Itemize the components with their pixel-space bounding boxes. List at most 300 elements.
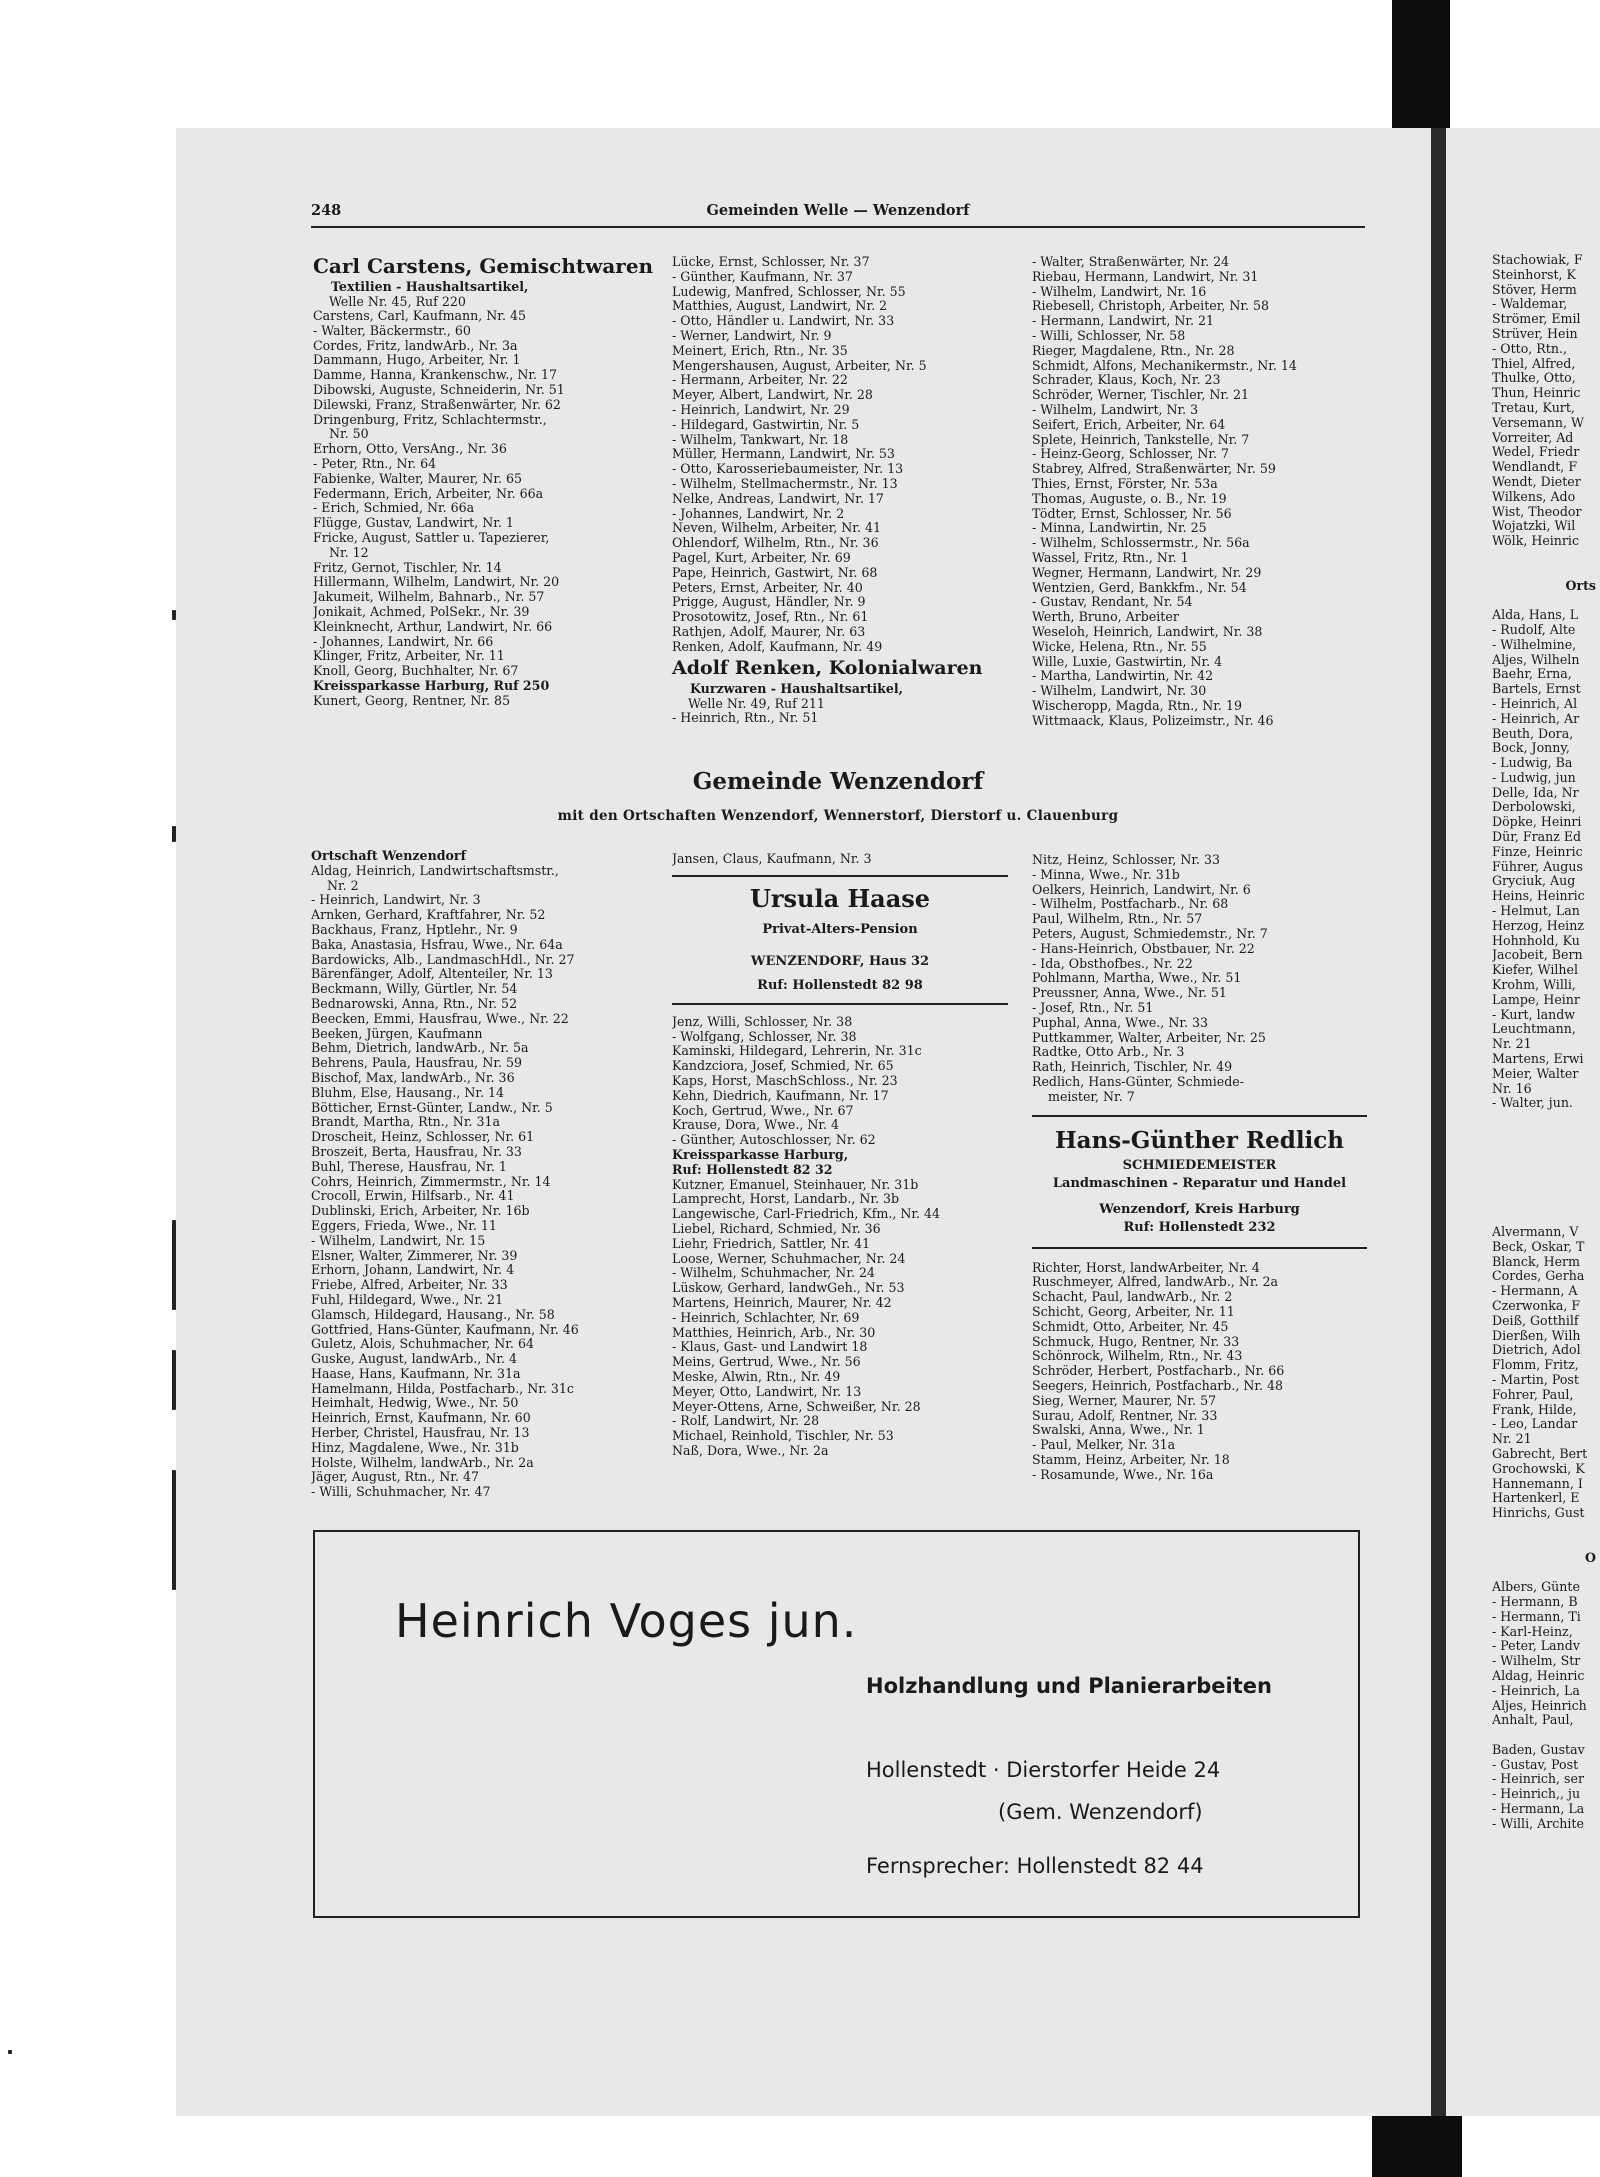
directory-entry: Wassel, Fritz, Rtn., Nr. 1 (1032, 550, 1189, 565)
directory-entry: - Willi, Schuhmacher, Nr. 47 (311, 1485, 491, 1500)
directory-entry: Fabienke, Walter, Maurer, Nr. 65 (313, 471, 522, 486)
business-renken-sub: Kurzwaren - Haushaltsartikel, (690, 680, 904, 696)
directory-entry: - Hermann, A (1492, 1283, 1578, 1299)
directory-entry: Gabrecht, Bert (1492, 1445, 1588, 1461)
directory-entry: meister, Nr. 7 (1048, 1089, 1135, 1104)
directory-entry: Holste, Wilhelm, landwArb., Nr. 2a (311, 1455, 534, 1470)
directory-entry: Paul, Wilhelm, Rtn., Nr. 57 (1032, 912, 1203, 927)
directory-entry: Hinz, Magdalene, Wwe., Nr. 31b (311, 1440, 519, 1455)
ad-haase-address: WENZENDORF, Haus 32 (750, 953, 930, 969)
directory-entry: Meyer, Albert, Landwirt, Nr. 28 (672, 388, 873, 403)
directory-entry: Renken, Adolf, Kaufmann, Nr. 49 (672, 639, 883, 654)
directory-entry: Jäger, August, Rtn., Nr. 47 (311, 1470, 479, 1485)
directory-entry: Bartels, Ernst (1492, 681, 1581, 697)
directory-entry: Stachowiak, F (1492, 253, 1583, 267)
wenzendorf-column-2 (672, 852, 1008, 1459)
directory-entry: Koch, Gertrud, Wwe., Nr. 67 (672, 1103, 854, 1118)
directory-entry: - Heinrich, Schlachter, Nr. 69 (672, 1310, 860, 1325)
directory-entry: Peters, Ernst, Arbeiter, Nr. 40 (672, 580, 863, 595)
directory-entry: Jonikait, Achmed, PolSekr., Nr. 39 (313, 604, 530, 619)
directory-entry: Cordes, Fritz, landwArb., Nr. 3a (313, 338, 518, 353)
directory-entry: Ruf: Hollenstedt 82 32 (672, 1162, 833, 1177)
directory-entry: Martens, Heinrich, Maurer, Nr. 42 (672, 1295, 892, 1310)
directory-entry: - Helmut, Lan (1492, 903, 1580, 919)
directory-entry: Bärenfänger, Adolf, Altenteiler, Nr. 13 (311, 967, 553, 982)
next-page-column-lower (1492, 1225, 1600, 1832)
directory-entry: Dammann, Hugo, Arbeiter, Nr. 1 (313, 353, 521, 368)
directory-entry: Nr. 21 (1492, 1431, 1532, 1447)
directory-entry: Schmidt, Alfons, Mechanikermstr., Nr. 14 (1032, 358, 1297, 373)
directory-entry: - Werner, Landwirt, Nr. 9 (672, 328, 832, 343)
directory-entry: Rathjen, Adolf, Maurer, Nr. 63 (672, 624, 866, 639)
directory-entry: - Heinrich,, ju (1492, 1786, 1581, 1802)
directory-entry: - Peter, Rtn., Nr. 64 (313, 456, 437, 471)
ad-haase-name: Ursula Haase (749, 883, 931, 913)
directory-entry: Schrader, Klaus, Koch, Nr. 23 (1032, 373, 1221, 388)
directory-entry: - Wilhelmine, (1492, 636, 1577, 652)
directory-entry: - Minna, Wwe., Nr. 31b (1032, 867, 1180, 882)
page-right-partial (1446, 128, 1600, 2116)
directory-entry: Jakumeit, Wilhelm, Bahnarb., Nr. 57 (313, 590, 545, 605)
directory-entry: Meyer-Ottens, Arne, Schweißer, Nr. 28 (672, 1399, 921, 1414)
directory-entry: - Heinrich, Landwirt, Nr. 3 (311, 893, 481, 908)
running-header (311, 200, 1365, 222)
directory-entry: Kiefer, Wilhel (1492, 962, 1579, 978)
directory-entry: - Rosamunde, Wwe., Nr. 16a (1032, 1467, 1214, 1482)
directory-entry: Thies, Ernst, Förster, Nr. 53a (1032, 476, 1218, 491)
directory-entry: Anhalt, Paul, (1492, 1712, 1574, 1728)
directory-entry: Naß, Dora, Wwe., Nr. 2a (672, 1443, 829, 1458)
ad-redlich-phone: Ruf: Hollenstedt 232 (1123, 1219, 1276, 1235)
directory-entry: Wilkens, Ado (1492, 488, 1576, 504)
directory-entry: Cordes, Gerha (1492, 1268, 1585, 1284)
directory-entry: Puttkammer, Walter, Arbeiter, Nr. 25 (1032, 1030, 1266, 1045)
directory-entry: - Otto, Händler u. Landwirt, Nr. 33 (672, 314, 895, 329)
directory-entry: - Hermann, Landwirt, Nr. 21 (1032, 314, 1215, 329)
directory-entry: - Rolf, Landwirt, Nr. 28 (672, 1414, 820, 1429)
ad-voges-municipality: (Gem. Wenzendorf) (998, 1800, 1203, 1824)
directory-entry: Fritz, Gernot, Tischler, Nr. 14 (313, 560, 502, 575)
running-title: Gemeinden Welle — Wenzendorf (706, 202, 970, 219)
directory-entry: Behrens, Paula, Hausfrau, Nr. 59 (311, 1056, 522, 1071)
directory-entry: Hartenkerl, E (1492, 1490, 1580, 1506)
directory-entry: Elsner, Walter, Zimmerer, Nr. 39 (311, 1248, 518, 1263)
directory-entry: Federmann, Erich, Arbeiter, Nr. 66a (313, 486, 544, 501)
directory-entry: Ortschaft Wenzendorf (311, 849, 466, 863)
directory-entry: Surau, Adolf, Rentner, Nr. 33 (1032, 1408, 1218, 1423)
ad-rule (1032, 1115, 1367, 1117)
directory-entry: - Martin, Post (1492, 1371, 1579, 1387)
directory-entry: - Wilhelm, Schlossermstr., Nr. 56a (1032, 536, 1250, 551)
directory-entry: Ruschmeyer, Alfred, landwArb., Nr. 2a (1032, 1275, 1279, 1290)
ad-haase-phone: Ruf: Hollenstedt 82 98 (757, 977, 923, 993)
ad-voges-phone: Fernsprecher: Hollenstedt 82 44 (866, 1854, 1204, 1878)
ad-rule (1032, 1247, 1367, 1249)
directory-entry: Baehr, Erna, (1492, 666, 1572, 682)
directory-entry: Kehn, Diedrich, Kaufmann, Nr. 17 (672, 1088, 889, 1103)
directory-entry: Swalski, Anna, Wwe., Nr. 1 (1032, 1423, 1205, 1438)
section-title: Gemeinde Wenzendorf (692, 768, 984, 795)
margin-speck (8, 2050, 12, 2054)
directory-entry: - Heinrich, Ar (1492, 710, 1580, 726)
directory-entry: Albers, Günte (1492, 1579, 1580, 1595)
directory-entry: - Wilhelm, Landwirt, Nr. 16 (1032, 284, 1207, 299)
directory-entry: Glamsch, Hildegard, Hausang., Nr. 58 (311, 1307, 555, 1322)
directory-entry: Wedel, Friedr (1492, 444, 1580, 460)
directory-entry: Hamelmann, Hilda, Postfacharb., Nr. 31c (311, 1381, 574, 1396)
directory-entry: - Hildegard, Gastwirtin, Nr. 5 (672, 417, 860, 432)
directory-entry: Flügge, Gustav, Landwirt, Nr. 1 (313, 516, 514, 531)
directory-entry: Kreissparkasse Harburg, Ruf 250 (313, 678, 550, 693)
directory-entry: - Johannes, Landwirt, Nr. 2 (672, 506, 845, 521)
directory-entry: Splete, Heinrich, Tankstelle, Nr. 7 (1032, 432, 1250, 447)
directory-entry: Pagel, Kurt, Arbeiter, Nr. 69 (672, 550, 851, 565)
directory-entry: Klinger, Fritz, Arbeiter, Nr. 11 (313, 649, 505, 664)
directory-entry: Seegers, Heinrich, Postfacharb., Nr. 48 (1032, 1378, 1284, 1393)
directory-entry: Meins, Gertrud, Wwe., Nr. 56 (672, 1355, 861, 1370)
directory-entry: - Willi, Schlosser, Nr. 58 (1032, 328, 1186, 343)
directory-entry: - Wilhelm, Tankwart, Nr. 18 (672, 432, 849, 447)
directory-entry: Rieger, Magdalene, Rtn., Nr. 28 (1032, 343, 1235, 358)
directory-entry: Weseloh, Heinrich, Landwirt, Nr. 38 (1032, 624, 1263, 639)
directory-entry: Schröder, Werner, Tischler, Nr. 21 (1032, 388, 1250, 403)
directory-entry: Kreissparkasse Harburg, (672, 1147, 849, 1162)
directory-entry: Beckmann, Willy, Gürtler, Nr. 54 (311, 982, 518, 997)
directory-entry: Hohnhold, Ku (1492, 932, 1580, 948)
ad-redlich-trade: SCHMIEDEMEISTER (1122, 1157, 1277, 1173)
directory-entry: Guske, August, landwArb., Nr. 4 (311, 1352, 517, 1367)
directory-entry: Thun, Heinric (1492, 385, 1581, 401)
directory-entry: Lampe, Heinr (1492, 991, 1580, 1007)
directory-entry: Thomas, Auguste, o. B., Nr. 19 (1032, 491, 1227, 506)
directory-entry: Carstens, Carl, Kaufmann, Nr. 45 (313, 309, 526, 323)
directory-entry: - Hermann, Arbeiter, Nr. 22 (672, 373, 848, 388)
directory-entry: Matthies, Heinrich, Arb., Nr. 30 (672, 1325, 876, 1340)
directory-entry: Wille, Luxie, Gastwirtin, Nr. 4 (1032, 654, 1223, 669)
directory-entry: Friebe, Alfred, Arbeiter, Nr. 33 (311, 1278, 508, 1293)
directory-entry: Riebau, Hermann, Landwirt, Nr. 31 (1032, 269, 1259, 284)
directory-entry: Droscheit, Heinz, Schlosser, Nr. 61 (311, 1130, 535, 1145)
ad-voges-address: Hollenstedt · Dierstorfer Heide 24 (866, 1758, 1221, 1782)
directory-entry: Aldag, Heinrich, Landwirtschaftsmstr., (311, 863, 559, 878)
directory-entry: - Wilhelm, Postfacharb., Nr. 68 (1032, 897, 1229, 912)
directory-entry: Nr. 2 (327, 878, 359, 893)
directory-entry: Werth, Bruno, Arbeiter (1032, 610, 1179, 625)
directory-entry: - Minna, Landwirtin, Nr. 25 (1032, 521, 1207, 536)
directory-entry: - Otto, Karosseriebaumeister, Nr. 13 (672, 462, 904, 477)
directory-entry: Gryciuk, Aug (1492, 873, 1576, 889)
directory-entry: Dibowski, Auguste, Schneiderin, Nr. 51 (313, 382, 565, 397)
ad-redlich-name: Hans-Günther Redlich (1054, 1126, 1345, 1154)
directory-entry: - Wolfgang, Schlosser, Nr. 38 (672, 1029, 857, 1044)
directory-entry: Beeken, Jürgen, Kaufmann (311, 1026, 483, 1041)
directory-entry: - Karl-Heinz, (1492, 1623, 1573, 1639)
directory-entry: Schmidt, Otto, Arbeiter, Nr. 45 (1032, 1319, 1229, 1334)
directory-entry: Guletz, Alois, Schuhmacher, Nr. 64 (311, 1337, 534, 1352)
ad-redlich-address: Wenzendorf, Kreis Harburg (1099, 1201, 1300, 1217)
wenzendorf-column-1 (311, 849, 661, 1500)
directory-entry: Steinhorst, K (1492, 266, 1576, 282)
directory-entry: Dublinski, Erich, Arbeiter, Nr. 16b (311, 1204, 530, 1219)
directory-entry: Riebesell, Christoph, Arbeiter, Nr. 58 (1032, 299, 1270, 314)
directory-entry: Dringenburg, Fritz, Schlachtermstr., (313, 412, 547, 427)
directory-entry: Kaps, Horst, MaschSchloss., Nr. 23 (672, 1073, 898, 1088)
welle-column-2 (672, 255, 1012, 725)
section-subtitle: mit den Ortschaften Wenzendorf, Wennerstorf, Dierstorf u. Clauenburg (557, 808, 1119, 824)
directory-entry: Lüskow, Gerhard, landwGeh., Nr. 53 (672, 1281, 905, 1296)
directory-entry: Schmuck, Hugo, Rentner, Nr. 33 (1032, 1334, 1240, 1349)
directory-entry: Pape, Heinrich, Gastwirt, Nr. 68 (672, 565, 878, 580)
business-carstens-name: Carl Carstens, Gemischtwaren (313, 254, 654, 278)
directory-entry: Knoll, Georg, Buchhalter, Nr. 67 (313, 664, 519, 679)
directory-entry: Aljes, Heinrich (1492, 1697, 1587, 1713)
directory-entry: Buhl, Therese, Hausfrau, Nr. 1 (311, 1159, 507, 1174)
directory-entry: Brandt, Martha, Rtn., Nr. 31a (311, 1115, 500, 1130)
directory-entry: Haase, Hans, Kaufmann, Nr. 31a (311, 1366, 521, 1381)
directory-entry: Schacht, Paul, landwArb., Nr. 2 (1032, 1290, 1233, 1305)
directory-entry: Baden, Gustav (1492, 1741, 1585, 1757)
directory-entry: Seifert, Erich, Arbeiter, Nr. 64 (1032, 417, 1226, 432)
directory-entry: Vorreiter, Ad (1492, 429, 1574, 445)
directory-entry: - Wilhelm, Schuhmacher, Nr. 24 (672, 1266, 875, 1281)
directory-entry: Jacobeit, Bern (1492, 947, 1583, 963)
directory-entry: Broszeit, Berta, Hausfrau, Nr. 33 (311, 1144, 522, 1159)
directory-entry: Herber, Christel, Hausfrau, Nr. 13 (311, 1426, 530, 1441)
directory-entry: Erhorn, Johann, Landwirt, Nr. 4 (311, 1263, 515, 1278)
directory-entry: Schröder, Herbert, Postfacharb., Nr. 66 (1032, 1364, 1285, 1379)
business-renken-name: Adolf Renken, Kolonialwaren (672, 656, 983, 679)
directory-entry: Herzog, Heinz (1492, 917, 1584, 933)
directory-entry: Peters, August, Schmiedemstr., Nr. 7 (1032, 926, 1268, 941)
directory-entry: Bischof, Max, landwArb., Nr. 36 (311, 1070, 515, 1085)
directory-entry: Fohrer, Paul, (1492, 1386, 1574, 1402)
directory-entry: Pohlmann, Martha, Wwe., Nr. 51 (1032, 971, 1242, 986)
directory-entry: Redlich, Hans-Günter, Schmiede- (1032, 1074, 1244, 1089)
directory-entry: Stöver, Herm (1492, 281, 1577, 297)
directory-entry: Czerwonka, F (1492, 1297, 1581, 1313)
directory-entry: - Willi, Archite (1492, 1815, 1584, 1831)
directory-entry: Schönrock, Wilhelm, Rtn., Nr. 43 (1032, 1349, 1243, 1364)
directory-entry: Kutzner, Emanuel, Steinhauer, Nr. 31b (672, 1177, 919, 1192)
directory-entry: Krohm, Willi, (1492, 977, 1576, 993)
directory-entry: - Leo, Landar (1492, 1416, 1578, 1432)
directory-entry: Matthies, August, Landwirt, Nr. 2 (672, 299, 888, 314)
directory-entry: Delle, Ida, Nr (1492, 784, 1579, 800)
directory-entry: Wicke, Helena, Rtn., Nr. 55 (1032, 639, 1207, 654)
directory-entry: Versemann, W (1492, 414, 1584, 430)
directory-entry: Prigge, August, Händler, Nr. 9 (672, 595, 866, 610)
directory-entry: Blanck, Herm (1492, 1253, 1580, 1269)
ad-redlich-services: Landmaschinen - Reparatur und Handel (1052, 1175, 1347, 1191)
directory-entry: Hinrichs, Gust (1492, 1505, 1585, 1521)
page-number: 248 (311, 202, 342, 219)
directory-entry: Beck, Oskar, T (1492, 1238, 1585, 1254)
directory-entry: - Günther, Kaufmann, Nr. 37 (672, 269, 853, 284)
wenzendorf-column-3 (1032, 853, 1367, 1483)
directory-entry: Richter, Horst, landwArbeiter, Nr. 4 (1032, 1260, 1260, 1275)
directory-entry: Crocoll, Erwin, Hilfsarb., Nr. 41 (311, 1189, 515, 1204)
welle-column-1 (313, 253, 658, 709)
directory-entry: Gottfried, Hans-Günter, Kaufmann, Nr. 46 (311, 1322, 579, 1337)
directory-entry: Führer, Augus (1492, 858, 1583, 874)
directory-entry: Tretau, Kurt, (1492, 399, 1575, 415)
directory-entry: Beecken, Emmi, Hausfrau, Wwe., Nr. 22 (311, 1011, 569, 1026)
directory-entry: Nr. 12 (329, 545, 369, 560)
directory-entry: Stabrey, Alfred, Straßenwärter, Nr. 59 (1032, 462, 1276, 477)
directory-entry: Wittmaack, Klaus, Polizeimstr., Nr. 46 (1032, 713, 1274, 728)
directory-entry: Frank, Hilde, (1492, 1401, 1577, 1417)
directory-entry: Heins, Heinric (1492, 888, 1585, 904)
directory-entry: - Heinrich, Landwirt, Nr. 29 (672, 402, 850, 417)
directory-entry: Lamprecht, Horst, Landarb., Nr. 3b (672, 1192, 900, 1207)
directory-entry: Bock, Jonny, (1492, 740, 1570, 756)
directory-entry: - Peter, Landv (1492, 1638, 1580, 1654)
directory-entry: - Ludwig, jun (1492, 769, 1576, 785)
directory-entry: Jansen, Claus, Kaufmann, Nr. 3 (672, 852, 872, 866)
directory-entry: Wentzien, Gerd, Bankkfm., Nr. 54 (1032, 580, 1247, 595)
directory-entry: Dilewski, Franz, Straßenwärter, Nr. 62 (313, 397, 561, 412)
directory-entry: Döpke, Heinri (1492, 814, 1582, 830)
directory-entry: Nelke, Andreas, Landwirt, Nr. 17 (672, 491, 884, 506)
directory-entry: Kandzciora, Josef, Schmied, Nr. 65 (672, 1059, 894, 1074)
directory-entry: - Heinrich, La (1492, 1682, 1580, 1698)
directory-entry: - Heinrich, Rtn., Nr. 51 (672, 710, 819, 725)
scan-edge-gutter (1431, 128, 1446, 2116)
business-renken-address: Welle Nr. 49, Ruf 211 (688, 695, 825, 711)
directory-entry: Meyer, Otto, Landwirt, Nr. 13 (672, 1384, 862, 1399)
directory-entry: Wölk, Heinric (1492, 533, 1580, 549)
welle-column-3 (1032, 255, 1377, 729)
directory-entry: - Gustav, Post (1492, 1756, 1579, 1772)
scan-edge-top (1392, 0, 1450, 135)
directory-entry: - Martha, Landwirtin, Nr. 42 (1032, 669, 1214, 684)
directory-entry: - Wilhelm, Landwirt, Nr. 15 (311, 1233, 486, 1248)
advertisement-box (313, 1530, 1360, 1918)
directory-entry: - Wilhelm, Str (1492, 1653, 1581, 1669)
directory-entry: - Klaus, Gast- und Landwirt 18 (672, 1340, 868, 1355)
directory-entry: Dür, Franz Ed (1492, 829, 1582, 845)
directory-entry: Heimhalt, Hedwig, Wwe., Nr. 50 (311, 1396, 519, 1411)
directory-entry: Jenz, Willi, Schlosser, Nr. 38 (672, 1014, 853, 1029)
directory-entry: - Heinz-Georg, Schlosser, Nr. 7 (1032, 447, 1230, 462)
directory-entry: Nr. 16 (1492, 1080, 1532, 1096)
directory-entry: Ohlendorf, Wilhelm, Rtn., Nr. 36 (672, 536, 879, 551)
directory-entry: Dietrich, Adol (1492, 1342, 1581, 1358)
directory-entry: Thiel, Alfred, (1492, 355, 1576, 371)
directory-entry: Alda, Hans, L (1492, 607, 1579, 623)
directory-entry: Martens, Erwi (1492, 1051, 1584, 1067)
directory-entry: Kunert, Georg, Rentner, Nr. 85 (313, 693, 511, 708)
directory-entry: Kaminski, Hildegard, Lehrerin, Nr. 31c (672, 1044, 922, 1059)
directory-entry: Damme, Hanna, Krankenschw., Nr. 17 (313, 368, 558, 383)
ad-rule (672, 1003, 1008, 1005)
next-page-column (1492, 253, 1600, 1111)
directory-entry: Wendlandt, F (1492, 459, 1578, 475)
directory-entry: Langewische, Carl-Friedrich, Kfm., Nr. 44 (672, 1207, 941, 1222)
directory-entry: - Wilhelm, Landwirt, Nr. 3 (1032, 402, 1199, 417)
directory-entry: Bednarowski, Anna, Rtn., Nr. 52 (311, 996, 518, 1011)
directory-entry: Ludewig, Manfred, Schlosser, Nr. 55 (672, 284, 906, 299)
directory-entry: Dierßen, Wilh (1492, 1327, 1581, 1343)
business-carstens-address: Welle Nr. 45, Ruf 220 (329, 294, 466, 309)
header-rule (311, 226, 1365, 228)
directory-entry: - Heinrich, ser (1492, 1771, 1584, 1787)
directory-entry: Stamm, Heinz, Arbeiter, Nr. 18 (1032, 1452, 1230, 1467)
directory-entry: Erhorn, Otto, VersAng., Nr. 36 (313, 442, 507, 457)
directory-entry: Strömer, Emil (1492, 311, 1581, 327)
directory-entry: Alvermann, V (1492, 1225, 1579, 1239)
ad-rule (672, 875, 1008, 877)
directory-entry: - Rudolf, Alte (1492, 621, 1576, 637)
business-carstens-sub: Textilien - Haushaltsartikel, (331, 279, 529, 294)
directory-entry: Hannemann, I (1492, 1475, 1583, 1491)
directory-entry: Nr. 50 (329, 427, 369, 442)
directory-entry: Wischeropp, Magda, Rtn., Nr. 19 (1032, 698, 1242, 713)
ad-haase-line: Privat-Alters-Pension (762, 921, 918, 937)
directory-entry: Beuth, Dora, (1492, 725, 1574, 741)
directory-entry: Bötticher, Ernst-Günter, Landw., Nr. 5 (311, 1100, 553, 1115)
directory-entry: Meske, Alwin, Rtn., Nr. 49 (672, 1369, 841, 1384)
directory-entry: Fricke, August, Sattler u. Tapezierer, (313, 530, 550, 545)
directory-entry: Nitz, Heinz, Schlosser, Nr. 33 (1032, 853, 1221, 867)
directory-entry: Arnken, Gerhard, Kraftfahrer, Nr. 52 (311, 908, 546, 923)
directory-entry: Eggers, Frieda, Wwe., Nr. 11 (311, 1218, 497, 1233)
directory-entry: Krause, Dora, Wwe., Nr. 4 (672, 1118, 840, 1133)
directory-entry: - Wilhelm, Landwirt, Nr. 30 (1032, 684, 1207, 699)
directory-entry: Grochowski, K (1492, 1460, 1585, 1476)
directory-entry: Neven, Wilhelm, Arbeiter, Nr. 41 (672, 521, 881, 536)
directory-entry: Finze, Heinric (1492, 843, 1583, 859)
directory-entry: Wegner, Hermann, Landwirt, Nr. 29 (1032, 565, 1262, 580)
ad-voges-trade: Holzhandlung und Planierarbeiten (866, 1674, 1272, 1698)
directory-entry: Thulke, Otto, (1492, 370, 1576, 386)
directory-entry: Michael, Reinhold, Tischler, Nr. 53 (672, 1429, 894, 1444)
directory-entry: - Günther, Autoschlosser, Nr. 62 (672, 1133, 876, 1148)
directory-entry: Fuhl, Hildegard, Wwe., Nr. 21 (311, 1292, 504, 1307)
directory-entry: - Ludwig, Ba (1492, 755, 1573, 771)
directory-entry: Lücke, Ernst, Schlosser, Nr. 37 (672, 255, 870, 269)
directory-entry: Meinert, Erich, Rtn., Nr. 35 (672, 343, 848, 358)
directory-entry: - Heinrich, Al (1492, 695, 1578, 711)
directory-entry: Aldag, Heinric (1492, 1667, 1585, 1683)
directory-entry: Baka, Anastasia, Hsfrau, Wwe., Nr. 64a (311, 937, 563, 952)
directory-entry: Radtke, Otto Arb., Nr. 3 (1032, 1045, 1185, 1060)
directory-entry: - Walter, Straßenwärter, Nr. 24 (1032, 255, 1230, 269)
directory-entry: - Walter, Bäckermstr., 60 (313, 323, 471, 338)
directory-entry: Bardowicks, Alb., LandmaschHdl., Nr. 27 (311, 952, 575, 967)
directory-entry: Preussner, Anna, Wwe., Nr. 51 (1032, 986, 1227, 1001)
directory-entry: Deiß, Gotthilf (1492, 1312, 1579, 1328)
directory-entry: Wojatzki, Wil (1492, 518, 1576, 534)
directory-entry: - Hermann, B (1492, 1593, 1578, 1609)
directory-entry: Prosotowitz, Josef, Rtn., Nr. 61 (672, 610, 869, 625)
directory-entry: Aljes, Wilheln (1492, 651, 1580, 667)
directory-entry: Oelkers, Heinrich, Landwirt, Nr. 6 (1032, 882, 1251, 897)
directory-entry: Liebel, Richard, Schmied, Nr. 36 (672, 1221, 881, 1236)
directory-entry: Bluhm, Else, Hausang., Nr. 14 (311, 1085, 505, 1100)
directory-entry: Nr. 21 (1492, 1036, 1532, 1052)
directory-entry: Backhaus, Franz, Hptlehr., Nr. 9 (311, 922, 518, 937)
next-page-heading: O (1585, 1549, 1596, 1565)
directory-entry: Flomm, Fritz, (1492, 1357, 1579, 1373)
directory-entry: - Hans-Heinrich, Obstbauer, Nr. 22 (1032, 941, 1255, 956)
directory-entry: - Otto, Rtn., (1492, 340, 1567, 356)
directory-entry: Cohrs, Heinrich, Zimmermstr., Nr. 14 (311, 1174, 551, 1189)
directory-entry: Wist, Theodor (1492, 503, 1582, 519)
directory-entry: Derbolowski, (1492, 799, 1576, 815)
directory-entry: - Paul, Melker, Nr. 31a (1032, 1438, 1176, 1453)
directory-entry: Kleinknecht, Arthur, Landwirt, Nr. 66 (313, 619, 553, 634)
